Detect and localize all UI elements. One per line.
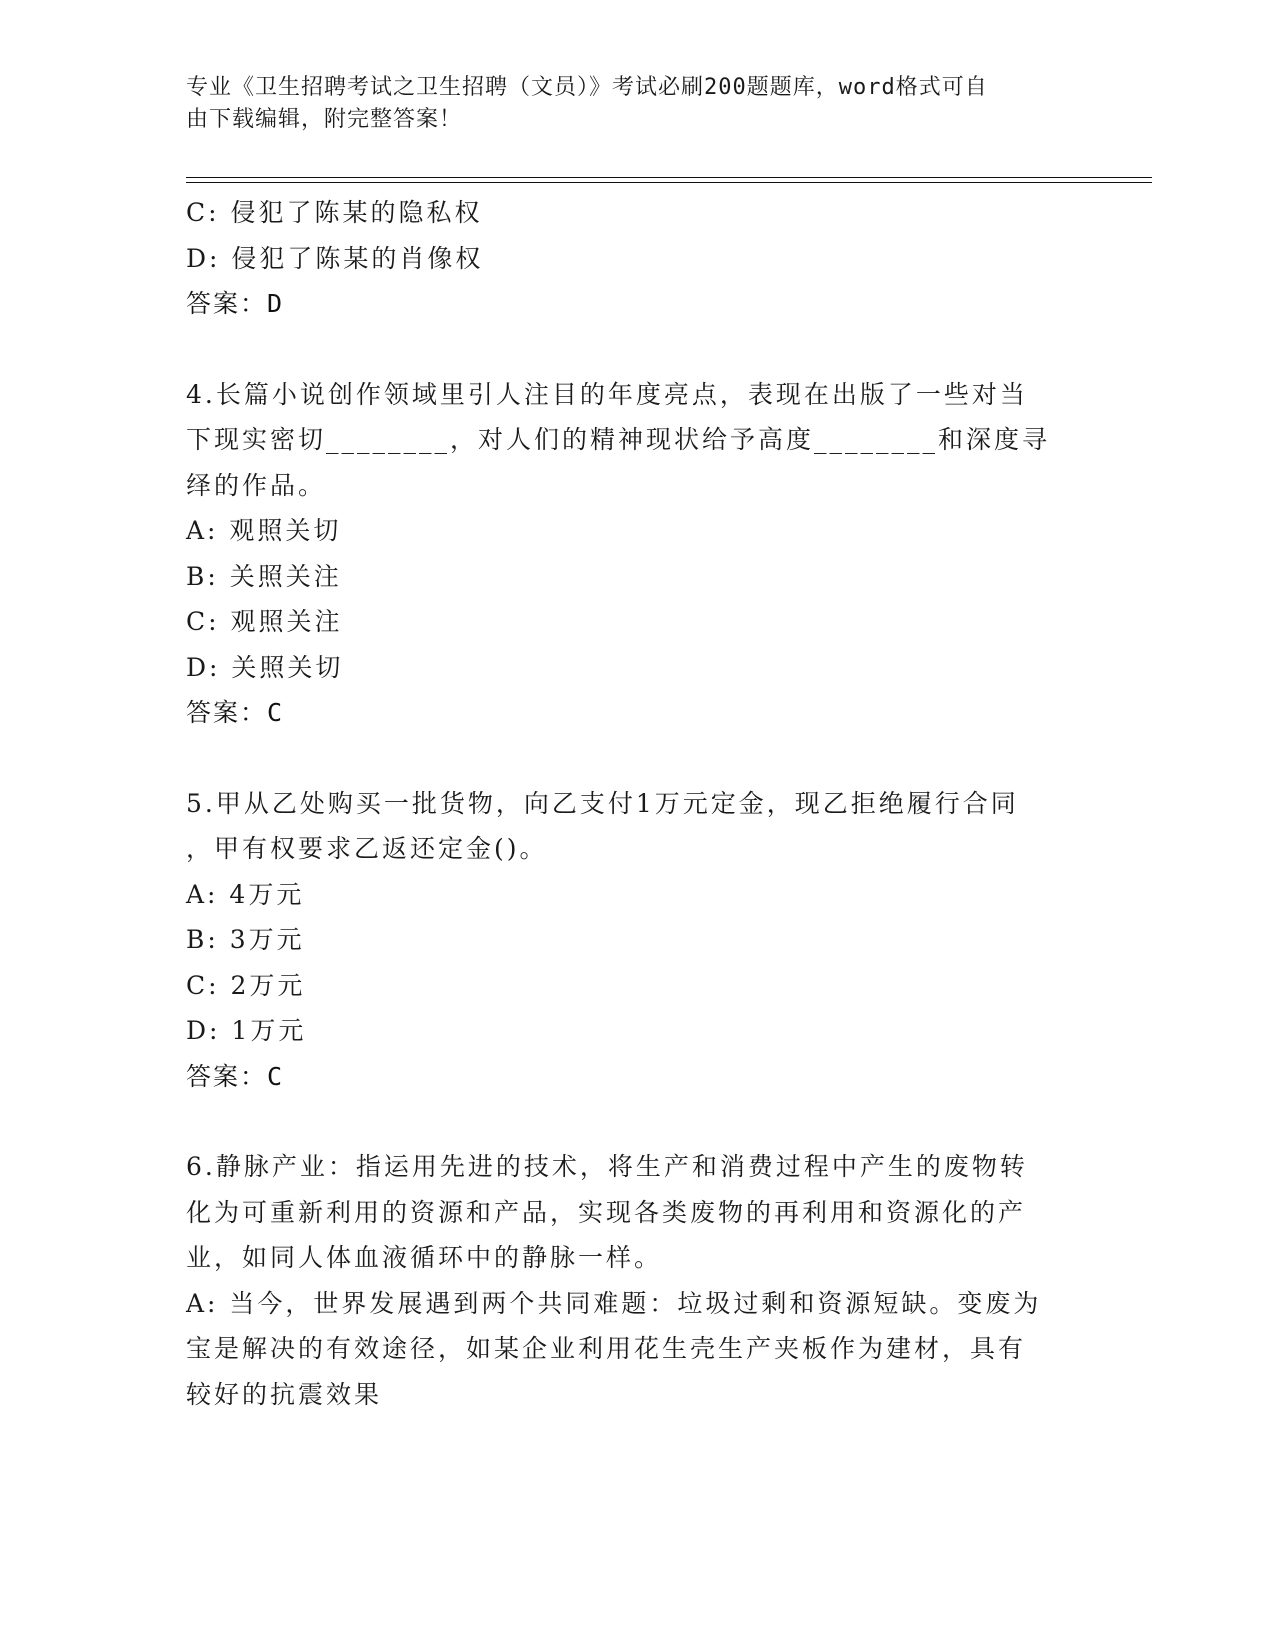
spacer <box>186 1099 1066 1144</box>
option-a: A: 4万元 <box>186 879 305 909</box>
option-d: D: 1万元 <box>186 1016 307 1045</box>
question-stem-line: 6.静脉产业：指运用先进的技术，将生产和消费过程中产生的废物转 <box>186 1152 1028 1181</box>
question-stem-line: 5.甲从乙处购买一批货物，向乙支付1万元定金，现乙拒绝履行合同 <box>186 788 1019 818</box>
question-stem-line: 业，如同人体血液循环中的静脉一样。 <box>186 1243 663 1272</box>
spacer <box>186 736 1066 781</box>
option-c: C: 观照关注 <box>186 607 343 636</box>
question-stem-line: 4.长篇小说创作领域里引人注目的年度亮点，表现在出版了一些对当 <box>186 379 1028 409</box>
header-line-2: 由下载编辑，附完整答案！ <box>186 107 463 132</box>
option-d: D: 侵犯了陈某的肖像权 <box>186 243 484 273</box>
question-stem-line: 绎的作品。 <box>186 470 327 500</box>
option-c: C: 2万元 <box>186 970 306 1000</box>
answer-line: 答案：C <box>186 698 285 727</box>
option-a-continued: 宝是解决的有效途径，如某企业利用花生壳生产夹板作为建材，具有 <box>186 1334 1027 1363</box>
question-4 <box>186 372 1066 736</box>
option-c: C: 侵犯了陈某的隐私权 <box>186 198 483 227</box>
document-header <box>186 72 1066 136</box>
question-6 <box>186 1144 1066 1417</box>
answer-line: 答案：D <box>186 289 285 318</box>
answer-line: 答案：C <box>186 1061 285 1091</box>
document-body <box>186 190 1066 1417</box>
question-3-continued <box>186 190 1066 327</box>
option-a: A: 观照关切 <box>186 516 342 545</box>
option-b: B: 3万元 <box>186 925 305 954</box>
spacer <box>186 327 1066 372</box>
option-d: D: 关照关切 <box>186 652 344 682</box>
option-a-continued: 较好的抗震效果 <box>186 1379 383 1409</box>
question-5 <box>186 781 1066 1100</box>
header-rule-top <box>186 177 1152 178</box>
question-stem-line: 下现实密切________，对人们的精神现状给予高度________和深度寻 <box>186 425 1051 454</box>
option-a: A: 当今，世界发展遇到两个共同难题：垃圾过剩和资源短缺。变废为 <box>186 1288 1042 1318</box>
question-stem-line: ，甲有权要求乙返还定金()。 <box>186 834 548 863</box>
question-stem-line: 化为可重新利用的资源和产品，实现各类废物的再利用和资源化的产 <box>186 1197 1027 1227</box>
option-b: B: 关照关注 <box>186 561 342 591</box>
header-rule-bottom <box>186 182 1152 183</box>
header-line-1: 专业《卫生招聘考试之卫生招聘（文员）》考试必刷200题题库，word格式可自 <box>186 75 988 100</box>
